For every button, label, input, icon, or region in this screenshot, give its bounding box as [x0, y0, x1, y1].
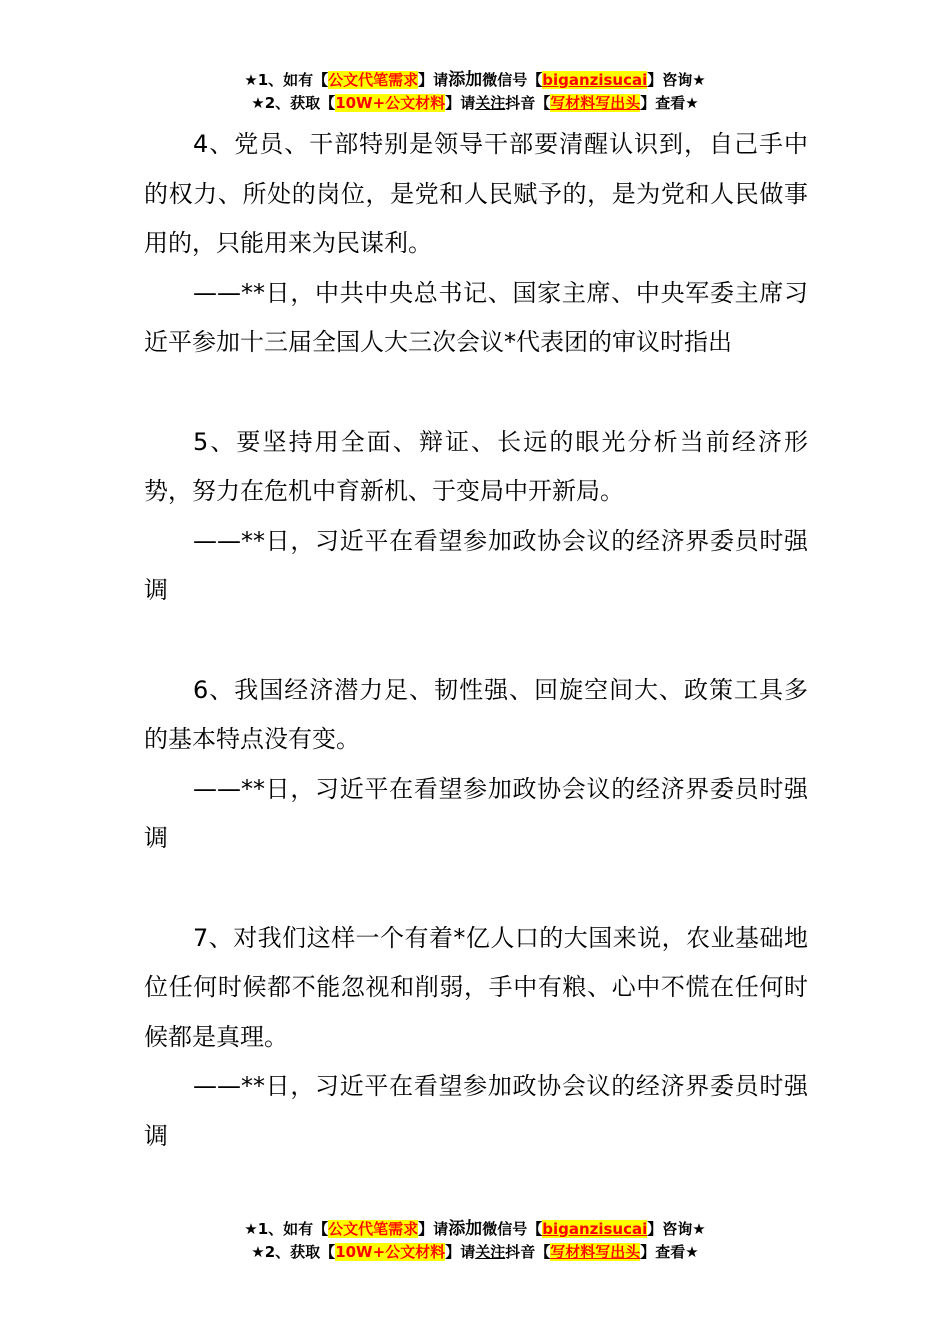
source-paragraph: ——**日，中共中央总书记、国家主席、中央军委主席习近平参加十三届全国人大三次会议*代表团的审议时指出 [144, 278, 808, 357]
banner-wechat-id: biganzisucai [542, 1220, 648, 1238]
quote-paragraph: 5、要坚持用全面、辩证、长远的眼光分析当前经济形势，努力在危机中育新机、于变局中开新局。 [144, 427, 808, 506]
banner-text: 】咨询★ [647, 71, 706, 89]
banner-text: 】咨询★ [647, 1220, 706, 1238]
banner-text: 微信号【 [482, 71, 543, 89]
quote-paragraph: 6、我国经济潜力足、韧性强、回旋空间大、政策工具多的基本特点没有变。 [144, 675, 808, 754]
banner-text: 抖音【 [505, 94, 551, 112]
banner-douyin-id: 写材料写出头 [550, 94, 641, 112]
banner-text: ★2、获取【 [251, 94, 336, 112]
banner-text: 】请 [445, 94, 476, 112]
banner-text: 添加 [448, 1219, 483, 1239]
banner-text: 关注 [475, 1243, 506, 1261]
banner-line-2 [0, 1241, 950, 1264]
source-paragraph: ——**日，习近平在看望参加政协会议的经济界委员时强调 [144, 526, 808, 605]
footer-banner [0, 1218, 950, 1264]
banner-text: ★2、获取【 [251, 1243, 336, 1261]
banner-highlight-materials: 10W+公文材料 [335, 94, 446, 112]
banner-highlight-service: 公文代笔需求 [328, 71, 419, 89]
banner-text: 添加 [448, 70, 483, 90]
banner-text: 】请 [445, 1243, 476, 1261]
banner-line-1 [0, 69, 950, 92]
banner-text: ★1、如有【 [244, 1220, 329, 1238]
banner-highlight-materials: 10W+公文材料 [335, 1243, 446, 1261]
banner-text: 】请 [418, 1220, 449, 1238]
banner-douyin-id: 写材料写出头 [550, 1243, 641, 1261]
banner-wechat-id: biganzisucai [542, 71, 648, 89]
banner-text: 抖音【 [505, 1243, 551, 1261]
banner-text: 】查看★ [640, 94, 699, 112]
source-paragraph: ——**日，习近平在看望参加政协会议的经济界委员时强调 [144, 774, 808, 853]
quote-paragraph: 7、对我们这样一个有着*亿人口的大国来说，农业基础地位任何时候都不能忽视和削弱，手中有粮、心中不慌在任何时候都是真理。 [144, 923, 808, 1051]
banner-text: 微信号【 [482, 1220, 543, 1238]
quote-paragraph: 4、党员、干部特别是领导干部要清醒认识到，自己手中的权力、所处的岗位，是党和人民赋予的，是为党和人民做事用的，只能用来为民谋利。 [144, 130, 808, 258]
banner-line-1 [0, 1218, 950, 1241]
banner-highlight-service: 公文代笔需求 [328, 1220, 419, 1238]
banner-text: 关注 [475, 94, 506, 112]
banner-text: ★1、如有【 [244, 71, 329, 89]
document-body [144, 120, 808, 1161]
source-paragraph: ——**日，习近平在看望参加政协会议的经济界委员时强调 [144, 1072, 808, 1150]
banner-text: 】请 [418, 71, 449, 89]
banner-text: 】查看★ [640, 1243, 699, 1261]
banner-line-2 [0, 92, 950, 115]
header-banner [0, 69, 950, 115]
